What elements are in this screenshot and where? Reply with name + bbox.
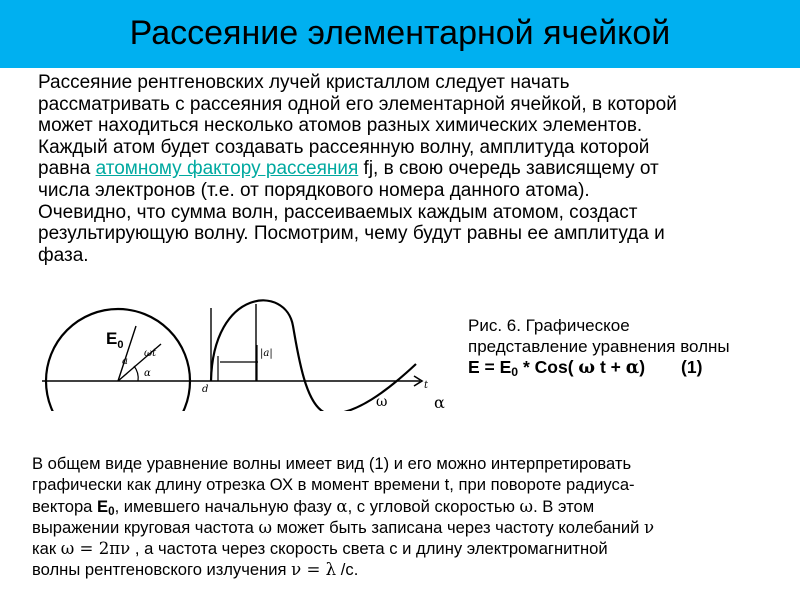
e0-label: $E_0$ xyxy=(106,329,124,351)
handwritten-t: t xyxy=(424,380,429,391)
handwritten-abs-a: |a| xyxy=(260,348,273,359)
intro-line: числа электронов (т.е. от порядкового номера данного атома). xyxy=(38,179,590,201)
body-line: волны рентгеновского излучения ν = λ /с. xyxy=(32,560,359,580)
handwritten-d: d xyxy=(202,384,209,395)
intro-line xyxy=(38,158,796,180)
body-line: В общем виде уравнение волны имеет вид (1) и его можно интерпретировать xyxy=(32,454,632,473)
body-line: вектора $E_0$, имевшего начальную фазу α, с угловой скоростью ω. В этом xyxy=(32,496,595,518)
caption-line: представление уравнения волны xyxy=(468,337,730,356)
handwritten-alpha: α xyxy=(144,368,151,379)
phase-arc xyxy=(134,366,138,381)
intro-paragraph xyxy=(38,72,796,266)
equation-number: (1) xyxy=(681,357,703,377)
handwritten-a: a xyxy=(122,356,128,367)
intro-line: результирующую волну. Посмотрим, чему будут равны ее амплитуда и xyxy=(38,223,665,245)
alpha-label: α xyxy=(434,393,445,411)
slide-title: Рассеяние элементарной ячейкой xyxy=(129,14,671,52)
title-bar xyxy=(0,0,800,68)
wave-figure xyxy=(38,296,458,411)
intro-line: Каждый атом будет создавать рассеянную волну, амплитуда которой xyxy=(38,136,650,158)
explanation-paragraph xyxy=(32,453,798,581)
handwritten-wt: ωt xyxy=(144,348,157,359)
intro-line: фаза. xyxy=(38,244,89,266)
body-line: как ω = 2πν , а частота через скорость света с и длину электромагнитной xyxy=(32,539,608,559)
intro-line: рассматривать с рассеяния одной его элементарной ячейкой, в которой xyxy=(38,93,677,115)
atomic-factor-link[interactable]: атомному фактору рассеяния xyxy=(95,158,359,180)
intro-line: Рассеяние рентгеновских лучей кристаллом следует начать xyxy=(38,72,570,93)
intro-line: Очевидно, что сумма волн, рассеиваемых каждым атомом, создаст xyxy=(38,201,638,223)
wave-equation: $E = E_0 * Cos$( ω t + α) (1) xyxy=(468,357,703,380)
intro-text: равна xyxy=(38,158,96,180)
phase-circle xyxy=(46,309,190,411)
body-line: выражении круговая частота ω может быть записана через частоту колебаний ν xyxy=(32,517,655,537)
intro-text: fj, в свою очередь зависящему от xyxy=(358,158,659,180)
figure-caption xyxy=(468,315,798,379)
body-line: графически как длину отрезка ОХ в момент времени t, при повороте радиуса- xyxy=(32,475,635,495)
intro-line: может находиться несколько атомов разных химических элементов. xyxy=(38,115,643,137)
omega-label: ω xyxy=(376,394,388,410)
caption-line: Рис. 6. Графическое xyxy=(468,316,630,335)
